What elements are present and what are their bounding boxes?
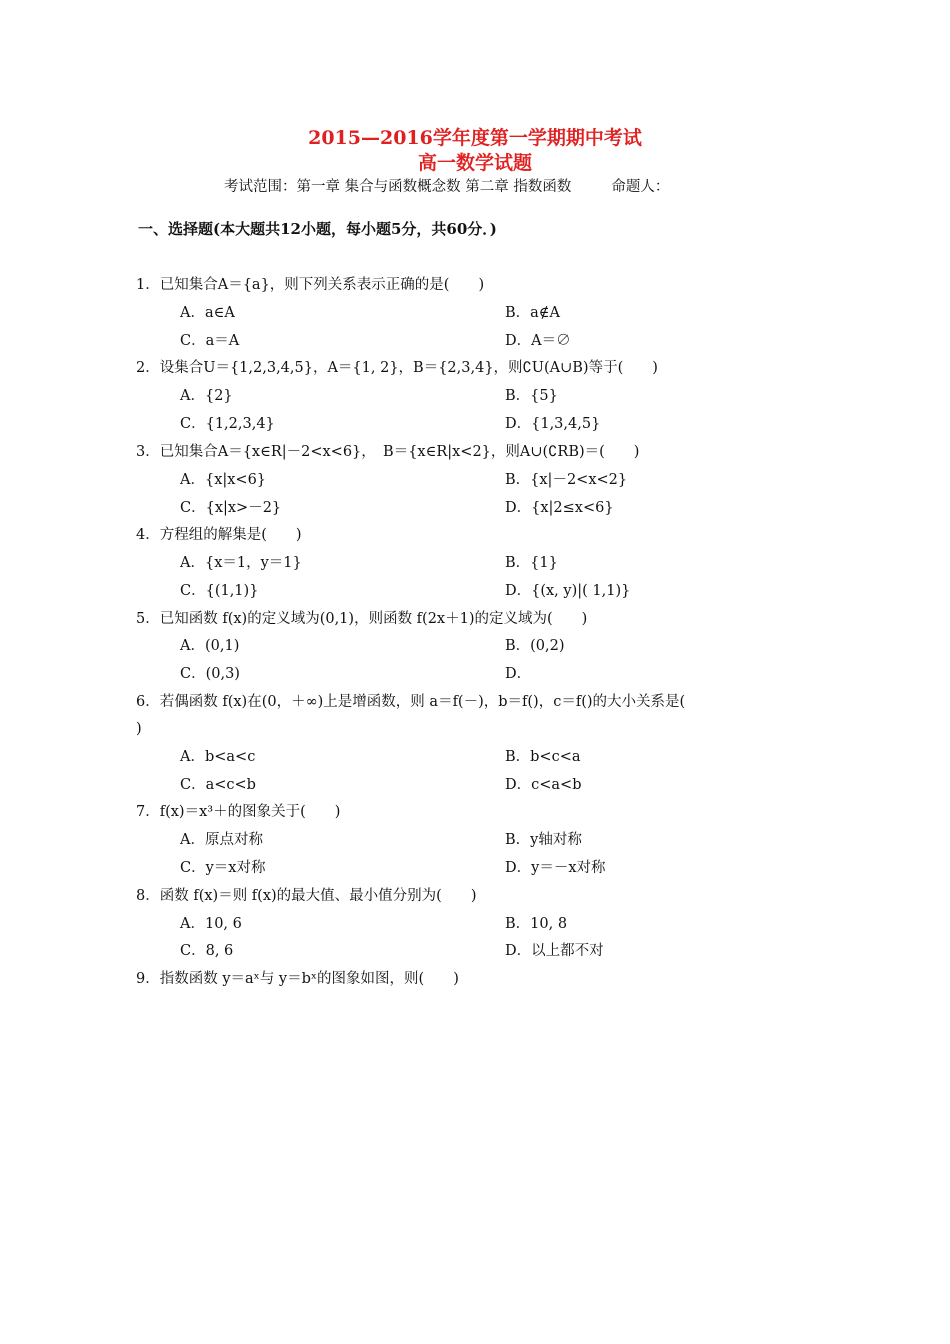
- question-2-option-a: A．{2}: [180, 388, 233, 404]
- question-4-option-c: C．{(1,1)}: [180, 583, 259, 599]
- exam-author: 命题人：: [611, 179, 670, 195]
- question-5-stem: 5．已知函数 f(x)的定义域为(0,1)，则函数 f(2x＋1)的定义域为( ): [136, 611, 588, 627]
- question-3-option-c: C．{x|x>－2}: [180, 500, 282, 516]
- question-7-stem: 7．f(x)＝x³＋的图象关于( ): [136, 804, 341, 820]
- question-5-option-b: B．(0,2): [505, 638, 565, 654]
- question-1-stem: 1．已知集合A＝{a}，则下列关系表示正确的是( ): [136, 277, 485, 293]
- question-2-stem: 2．设集合U＝{1,2,3,4,5}，A＝{1, 2}，B＝{2,3,4}，则∁U(A∪B)等于( ): [136, 360, 658, 376]
- question-4-stem: 4．方程组的解集是( ): [136, 527, 302, 543]
- question-7-option-a: A．原点对称: [180, 832, 263, 848]
- question-3-option-d: D．{x|2≤x<6}: [505, 500, 614, 516]
- question-3-option-b: B．{x|－2<x<2}: [505, 472, 628, 488]
- question-1-option-a: A．a∈A: [180, 305, 235, 321]
- question-8-option-b: B．10, 8: [505, 916, 568, 932]
- question-2-option-b: B．{5}: [505, 388, 558, 404]
- exam-subtitle: 高一数学试题: [417, 152, 532, 174]
- question-6-stem-continued: ): [136, 721, 142, 737]
- question-9-stem: 9．指数函数 y＝aˣ与 y＝bˣ的图象如图，则( ): [136, 971, 459, 987]
- exam-title: 2015—2016学年度第一学期期中考试: [308, 127, 642, 149]
- question-1-option-b: B．a∉A: [505, 305, 561, 321]
- question-8-option-a: A．10, 6: [180, 916, 242, 932]
- question-8-option-d: D．以上都不对: [505, 943, 604, 959]
- question-6-stem: 6．若偶函数 f(x)在(0，＋∞)上是增函数，则 a＝f(－)，b＝f()，c＝f()的大小关系是(: [136, 694, 686, 710]
- question-2-option-c: C．{1,2,3,4}: [180, 416, 275, 432]
- exam-scope-line: [224, 175, 669, 196]
- question-4-option-b: B．{1}: [505, 555, 558, 571]
- question-7-option-d: D．y＝－x对称: [505, 860, 606, 876]
- question-4-option-d: D．{(x, y)|( 1,1)}: [505, 583, 631, 599]
- question-6-option-c: C．a<c<b: [180, 777, 256, 793]
- question-1-option-d: D．A＝∅: [505, 333, 571, 349]
- question-8-stem: 8．函数 f(x)＝则 f(x)的最大值、最小值分别为( ): [136, 888, 477, 904]
- section-heading: 一、选择题(本大题共12小题，每小题5分，共60分．): [138, 220, 497, 238]
- question-6-option-b: B．b<c<a: [505, 749, 581, 765]
- question-5-option-c: C．(0,3): [180, 666, 240, 682]
- question-3-stem: 3．已知集合A＝{x∈R|－2<x<6}， B＝{x∈R|x<2}，则A∪(∁RB)＝( ): [136, 444, 640, 460]
- exam-scope: 考试范围：第一章 集合与函数概念数 第二章 指数函数: [224, 179, 572, 195]
- question-1-option-c: C．a＝A: [180, 333, 240, 349]
- question-6-option-d: D．c<a<b: [505, 777, 582, 793]
- question-6-option-a: A．b<a<c: [180, 749, 256, 765]
- question-7-option-b: B．y轴对称: [505, 832, 582, 848]
- question-8-option-c: C．8, 6: [180, 943, 234, 959]
- question-2-option-d: D．{1,3,4,5}: [505, 416, 601, 432]
- question-4-option-a: A．{x＝1，y＝1}: [180, 555, 302, 571]
- question-5-option-a: A．(0,1): [180, 638, 240, 654]
- question-5-option-d: D．: [505, 666, 532, 682]
- question-3-option-a: A．{x|x<6}: [180, 472, 267, 488]
- question-7-option-c: C．y＝x对称: [180, 860, 266, 876]
